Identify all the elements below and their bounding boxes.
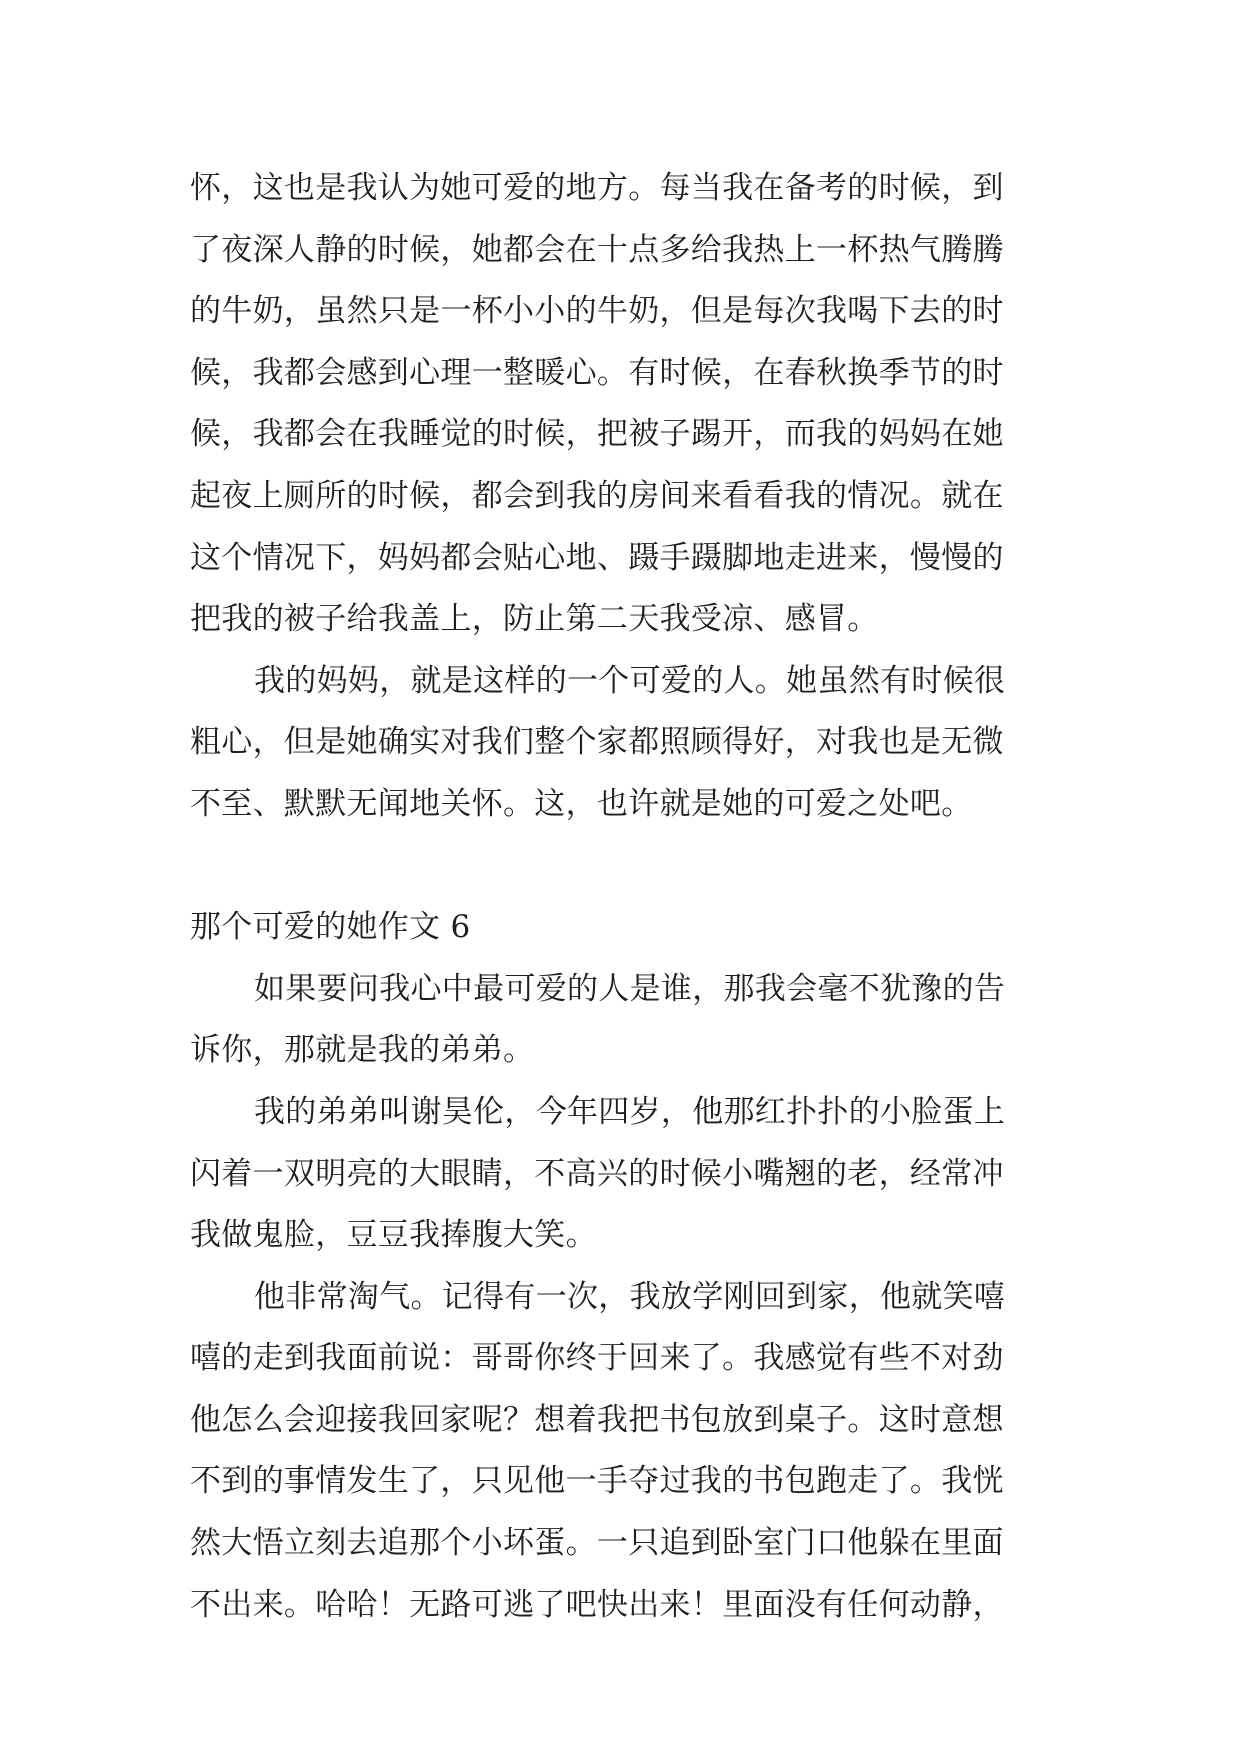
- paragraph-line: 诉你，那就是我的弟弟。: [190, 1032, 535, 1069]
- paragraph-line: 了夜深人静的时候，她都会在十点多给我热上一杯热气腾腾: [190, 231, 1004, 268]
- paragraph-line: 他怎么会迎接我回家呢？想着我把书包放到桌子。这时意想: [190, 1401, 1004, 1438]
- paragraph-line: 候，我都会在我睡觉的时候，把被子踢开，而我的妈妈在她: [190, 416, 1004, 453]
- section-title: 那个可爱的她作文 6: [190, 909, 471, 946]
- paragraph-line: 把我的被子给我盖上，防止第二天我受凉、感冒。: [190, 601, 879, 638]
- paragraph-line: 我的妈妈，就是这样的一个可爱的人。她虽然有时候很: [254, 662, 1006, 699]
- paragraph-line: 我的弟弟叫谢昊伦，今年四岁，他那红扑扑的小脸蛋上: [254, 1093, 1006, 1130]
- paragraph-line: 粗心，但是她确实对我们整个家都照顾得好，对我也是无微: [190, 724, 1004, 761]
- paragraph-line: 候，我都会感到心理一整暖心。有时候，在春秋换季节的时: [190, 354, 1004, 391]
- paragraph-line: 不出来。哈哈！无路可逃了吧快出来！里面没有任何动静，: [190, 1586, 1004, 1623]
- paragraph-line: 不到的事情发生了，只见他一手夺过我的书包跑走了。我恍: [190, 1463, 1004, 1500]
- document-body: [190, 158, 1070, 1636]
- paragraph-line: 嘻的走到我面前说：哥哥你终于回来了。我感觉有些不对劲: [190, 1340, 1004, 1377]
- paragraph-line: 不至、默默无闻地关怀。这，也许就是她的可爱之处吧。: [190, 785, 973, 822]
- paragraph-line: 怀，这也是我认为她可爱的地方。每当我在备考的时候，到: [190, 170, 1004, 206]
- paragraph-line: 闪着一双明亮的大眼睛，不高兴的时候小嘴翘的老，经常冲: [190, 1155, 1004, 1192]
- paragraph-line: 起夜上厕所的时候，都会到我的房间来看看我的情况。就在: [190, 477, 1004, 514]
- paragraph-line: 的牛奶，虽然只是一杯小小的牛奶，但是每次我喝下去的时: [190, 293, 1004, 330]
- paragraph-line: 我做鬼脸，豆豆我捧腹大笑。: [190, 1217, 597, 1254]
- paragraph-line: 他非常淘气。记得有一次，我放学刚回到家，他就笑嘻: [254, 1278, 1006, 1315]
- paragraph-line: 如果要问我心中最可爱的人是谁，那我会毫不犹豫的告: [254, 970, 1006, 1007]
- paragraph-line: 这个情况下，妈妈都会贴心地、蹑手蹑脚地走进来，慢慢的: [190, 539, 1004, 576]
- section-gap: [190, 836, 1070, 898]
- paragraph-line: 然大悟立刻去追那个小坏蛋。一只追到卧室门口他躲在里面: [190, 1525, 1004, 1562]
